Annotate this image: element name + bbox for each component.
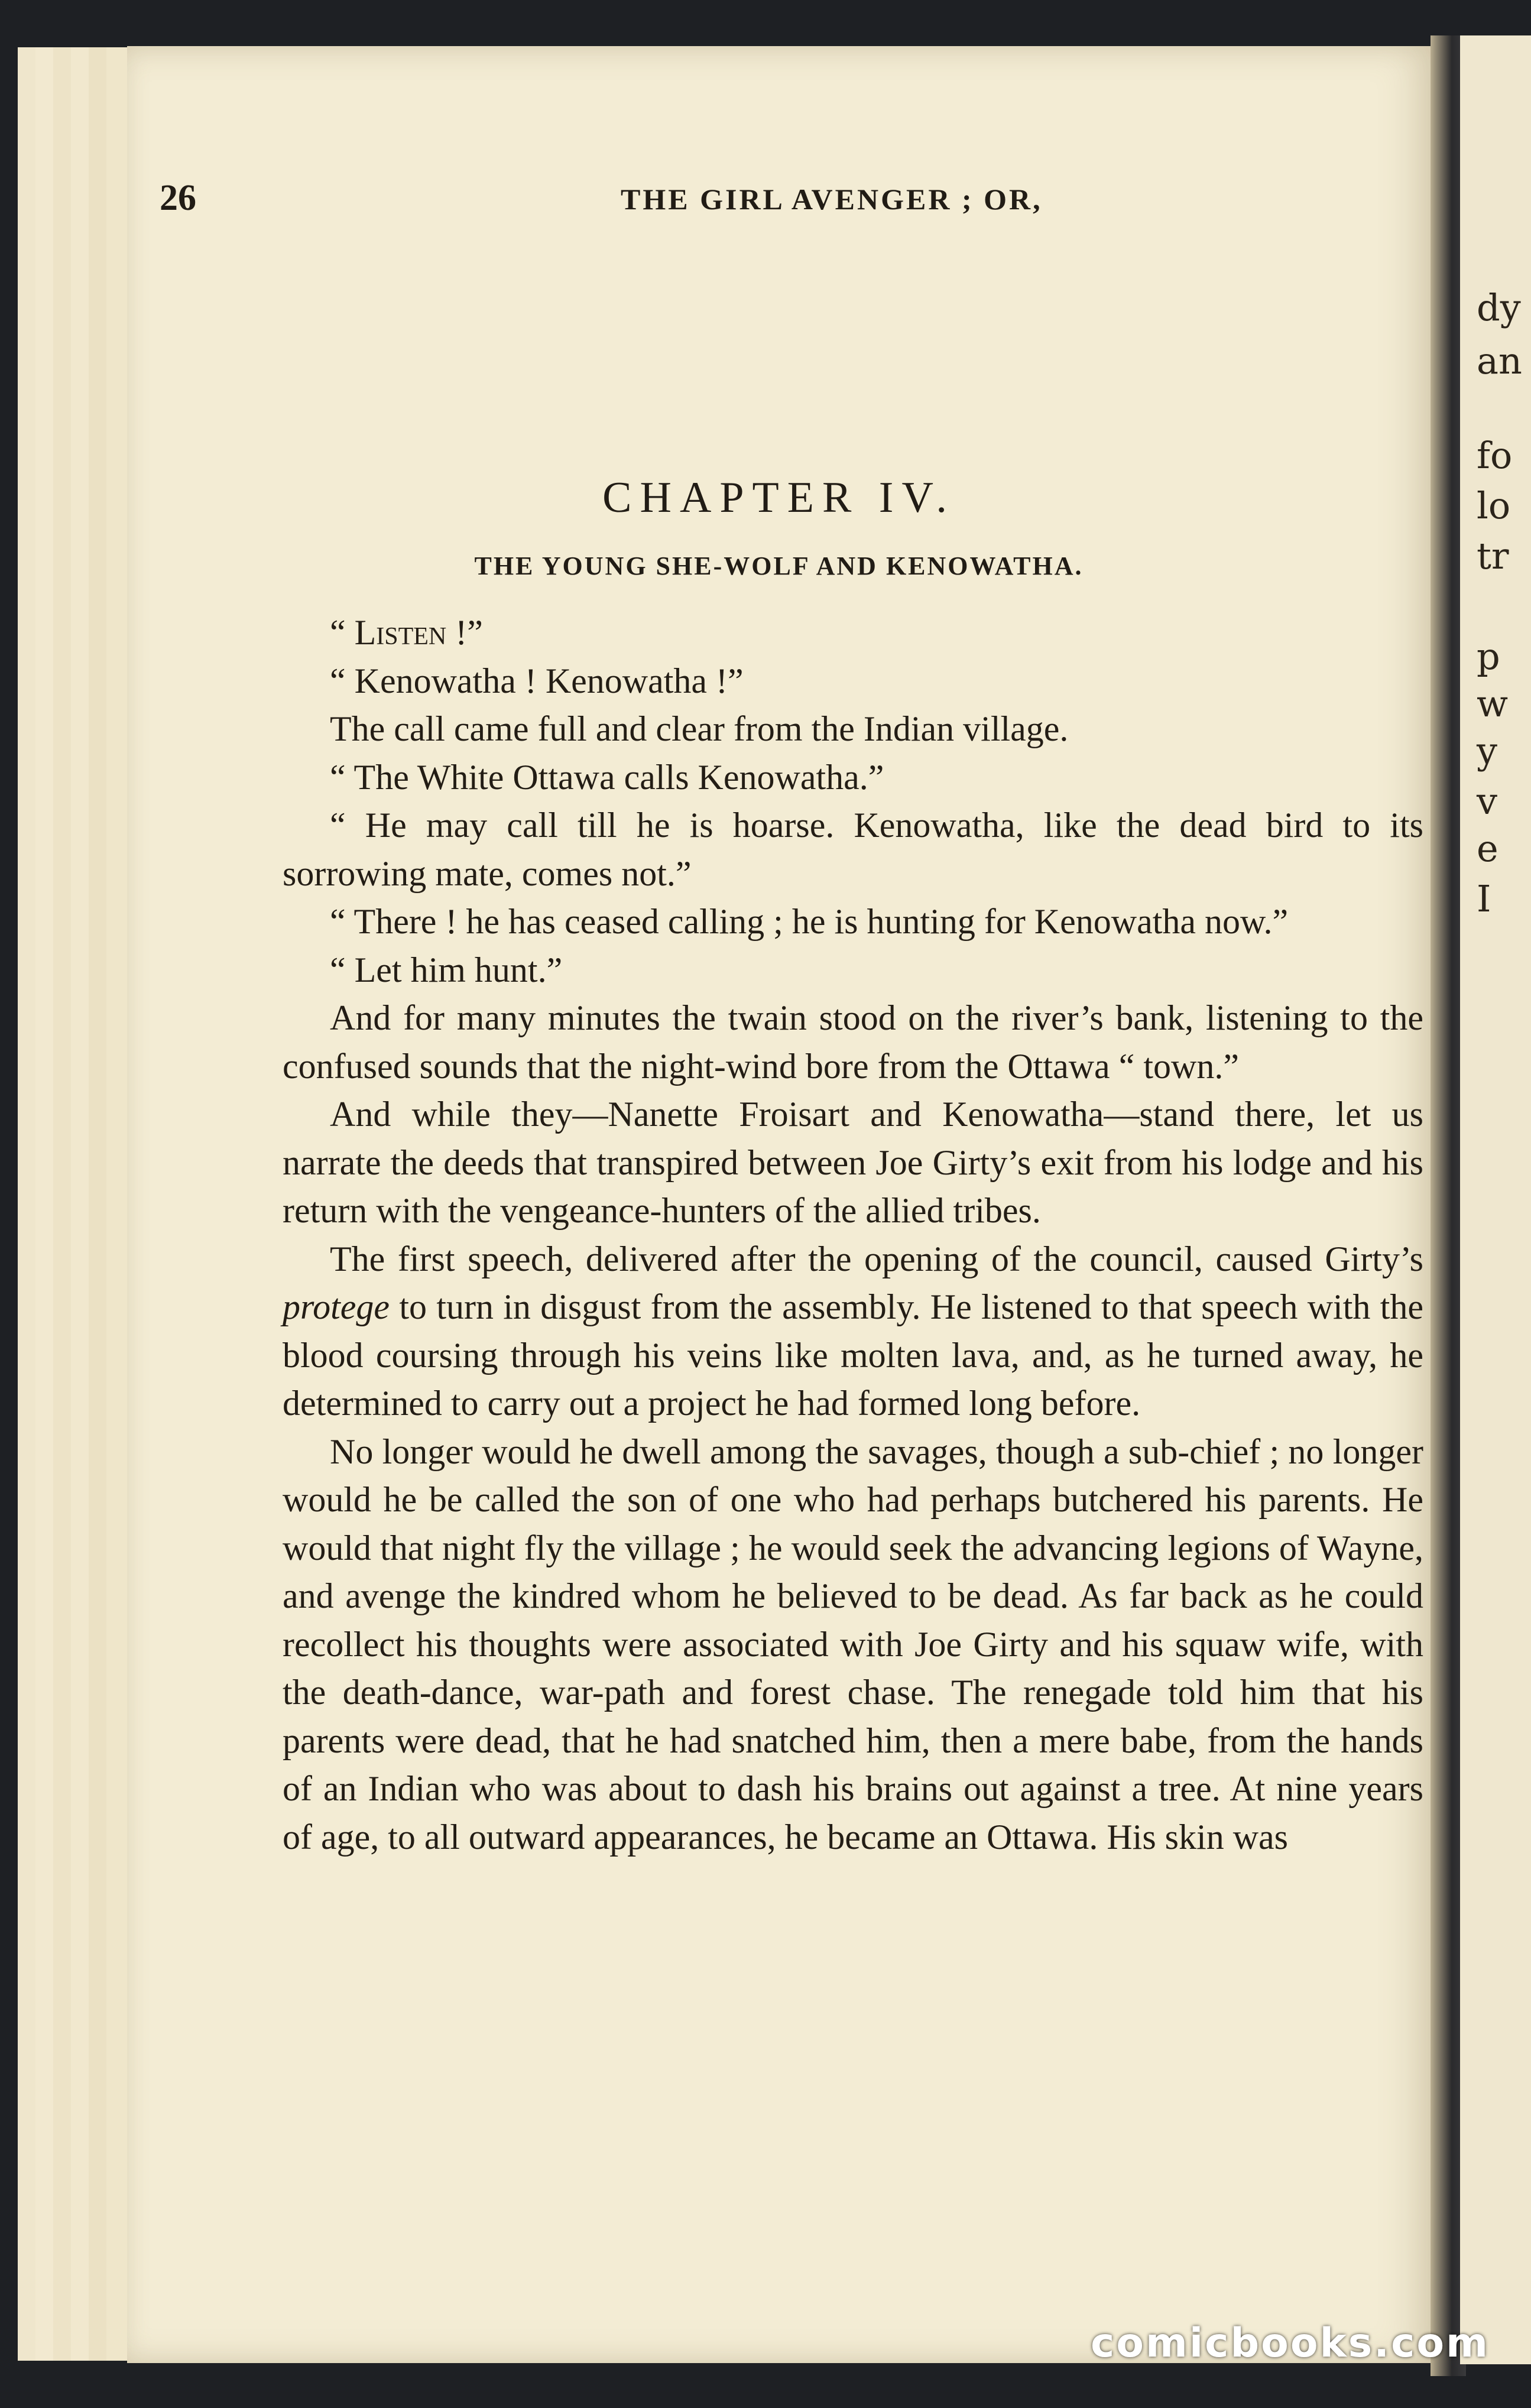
running-title: THE GIRL AVENGER ; OR,	[621, 183, 1043, 216]
paragraph	[283, 609, 1423, 657]
paragraph: “ Kenowatha ! Kenowatha !”	[330, 661, 744, 700]
facing-page-fragment: w	[1477, 682, 1509, 725]
paragraph: “ Let him hunt.”	[330, 950, 563, 989]
facing-page-fragment: v	[1477, 780, 1498, 823]
paragraph: “ There ! he has ceased calling ; he is hunting for Kenowatha now.”	[330, 902, 1289, 941]
facing-page-fragment: p	[1477, 635, 1500, 678]
facing-page-fragment: lo	[1477, 484, 1511, 527]
paragraph: And for many minutes the twain stood on the river’s bank, listening to the confused sounds that the night-wind bore from the Ottawa “ town.”	[283, 998, 1423, 1086]
italic-word: protege	[283, 1287, 390, 1326]
page-number: 26	[160, 178, 196, 218]
paragraph: “ The White Ottawa calls Kenowatha.”	[330, 757, 884, 797]
running-header	[160, 177, 1419, 225]
facing-page-fragment: y	[1477, 729, 1498, 773]
paragraph: “ He may call till he is hoarse. Kenowatha, like the dead bird to its sorrowing mate, comes not.”	[283, 806, 1423, 893]
chapter-subtitle: THE YOUNG SHE-WOLF AND KENOWATHA.	[474, 551, 1084, 580]
paragraph: No longer would he dwell among the savages, though a sub-chief ; no longer would he be called the son of one who had perhaps butchered his parents. He would that night fly the village ; he would seek the advancing legions of Wayne, and avenge the kindred whom he believed to be dead. As far back as he could recollect his thoughts were associated with Joe Girty and his squaw wife, with the death-dance, war-path and forest chase. The renegade told him that his parents were dead, that he had snatched him, then a mere babe, from the hands of an Indian who was about to dash his brains out against a tree. At nine years of age, to all outward appearances, he became an Ottawa. His skin was	[283, 1432, 1423, 1857]
paragraph-text: to turn in disgust from the assembly. He listened to that speech with the blood coursing through his veins like molten lava, and, as he turned away, he determined to carry out a project he had formed long before.	[283, 1287, 1423, 1423]
paragraph-text: The first speech, delivered after the opening of the council, caused Girty’s	[330, 1239, 1423, 1278]
paragraph: And while they—Nanette Froisart and Kenowatha—stand there, let us narrate the deeds that transpired between Joe Girty’s exit from his lodge and his return with the vengeance-hunters of the allied tribes.	[283, 1095, 1423, 1230]
facing-page-fragment: fo	[1477, 434, 1513, 477]
facing-page-fragment: tr	[1477, 534, 1509, 577]
body-text	[283, 609, 1423, 1861]
facing-page	[1460, 35, 1531, 2364]
facing-page-fragment: I	[1477, 877, 1491, 920]
paragraph-lead: “ Listen !”	[330, 613, 483, 652]
paragraph	[283, 1235, 1423, 1428]
facing-page-fragment: e	[1477, 827, 1498, 870]
facing-page-fragment: dy	[1477, 286, 1521, 329]
facing-page-fragment: an	[1477, 339, 1522, 382]
watermark-logo: comicbooks.com	[1090, 2320, 1490, 2367]
paragraph: The call came full and clear from the Indian village.	[330, 709, 1069, 748]
chapter-title: CHAPTER IV.	[602, 473, 955, 522]
